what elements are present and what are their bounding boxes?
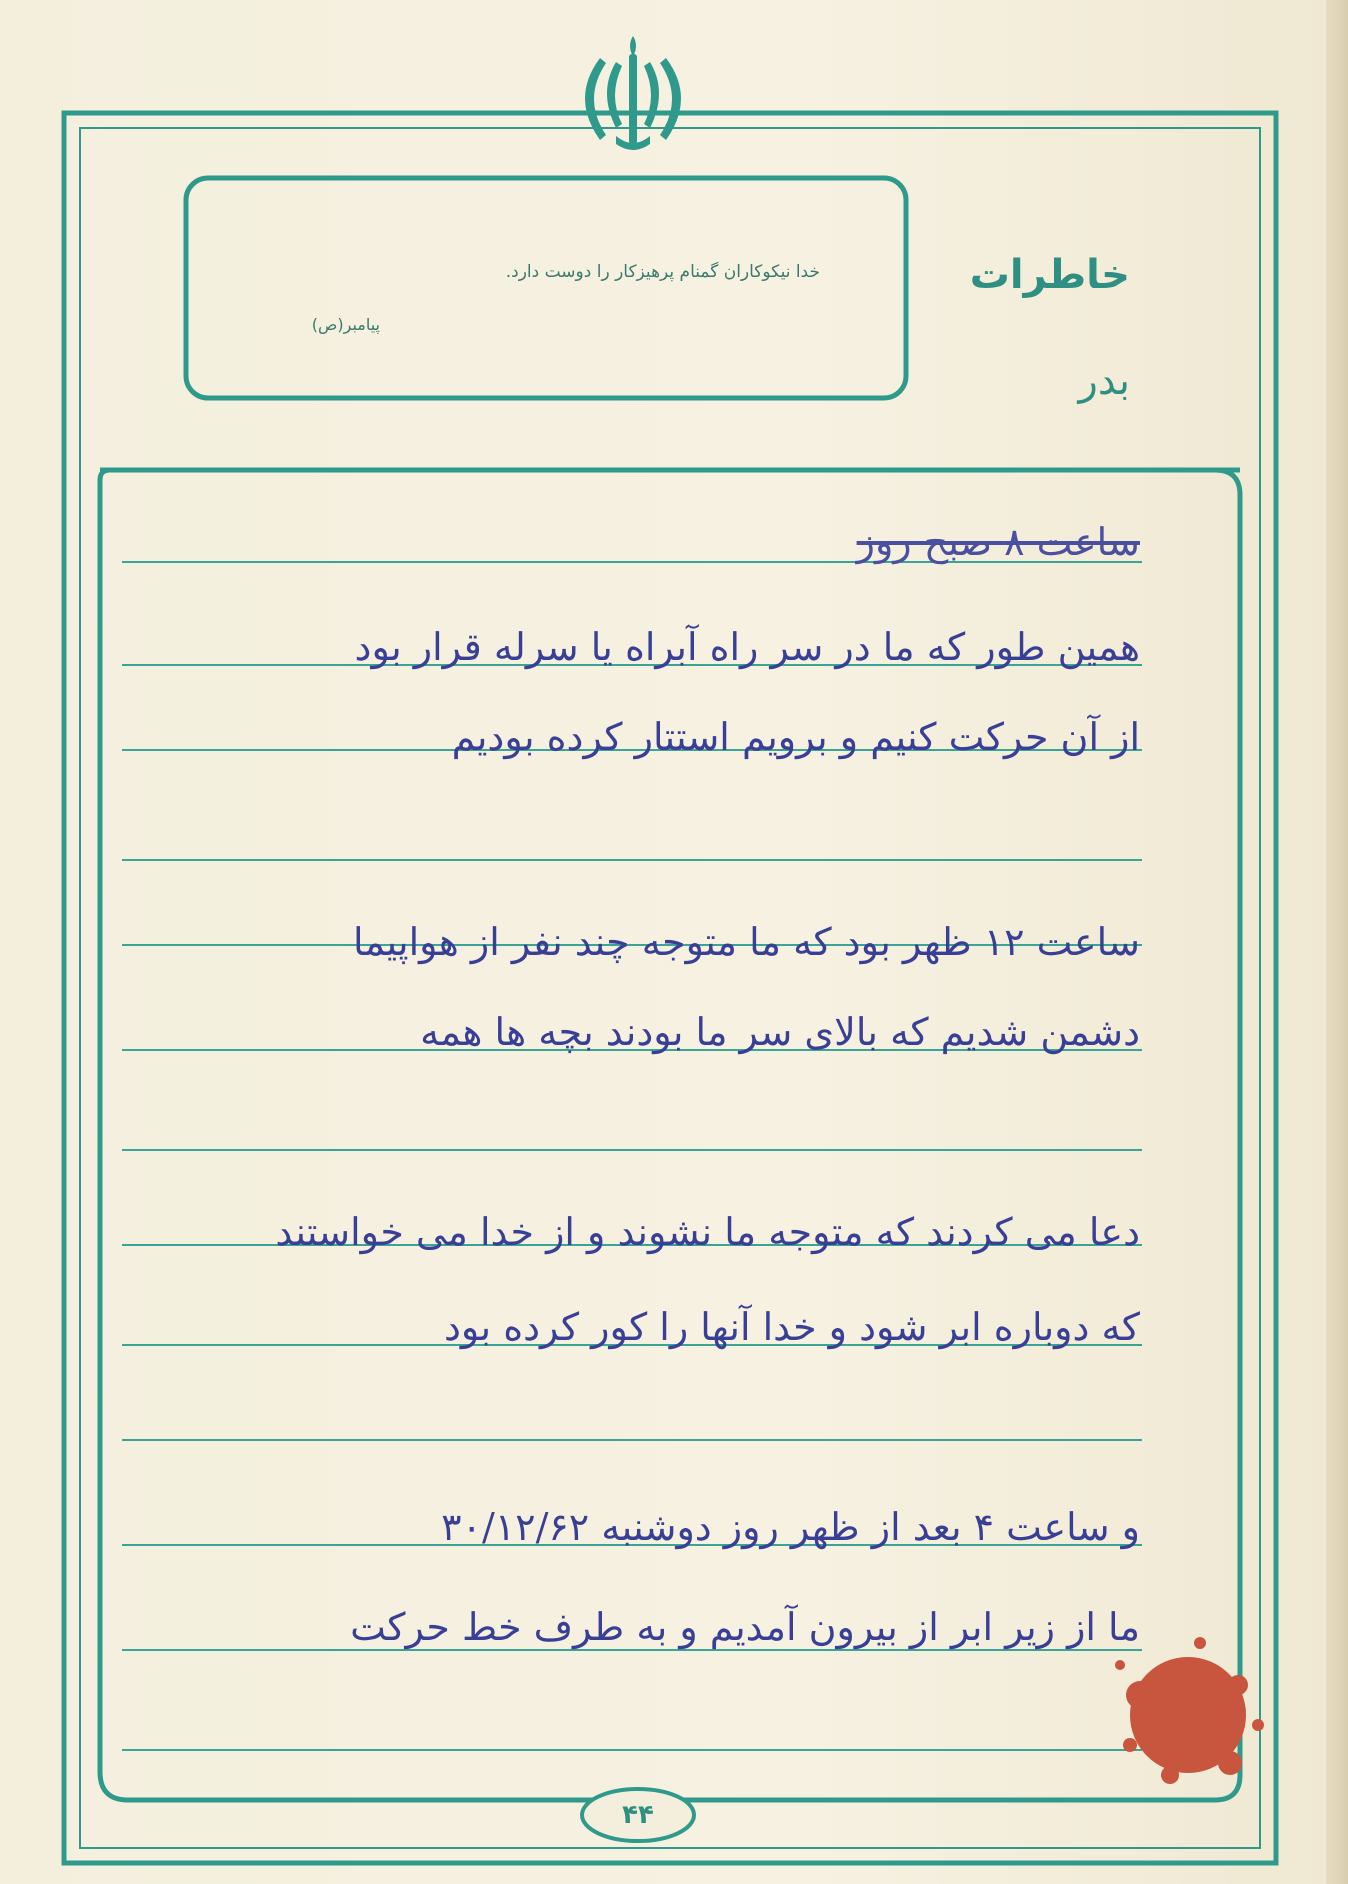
quote-source: پیامبر(ص) bbox=[311, 315, 380, 334]
emblem-icon bbox=[576, 32, 690, 158]
ink-stain bbox=[1100, 1625, 1270, 1795]
page-title: خاطرات bbox=[969, 252, 1130, 298]
crossed-heading: ساعت ۸ صبح روز bbox=[856, 520, 1140, 564]
quote-text: خدا نیکوکاران گمنام پرهیزکار را دوست دارد. bbox=[505, 262, 820, 282]
page-subtitle: بدر bbox=[1078, 358, 1130, 404]
handwritten-line: دشمن شدیم که بالای سر ما بودند بچه ها همه bbox=[420, 1010, 1140, 1054]
handwritten-line: همین طور که ما در سر راه آبراه یا سرله قرار بود bbox=[354, 625, 1140, 669]
handwritten-line: و ساعت ۴ بعد از ظهر روز دوشنبه ۳۰/۱۲/۶۲ bbox=[441, 1505, 1140, 1549]
handwritten-line: ساعت ۱۲ ظهر بود که ما متوجه چند نفر از هواپیما bbox=[353, 920, 1140, 964]
page-number: ۴۴ bbox=[622, 1800, 654, 1830]
handwritten-line: ما از زیر ابر از بیرون آمدیم و به طرف خط حرکت bbox=[350, 1605, 1140, 1649]
handwritten-line: دعا می کردند که متوجه ما نشوند و از خدا می خواستند bbox=[275, 1210, 1140, 1254]
handwritten-line: که دوباره ابر شود و خدا آنها را کور کرده بود bbox=[443, 1305, 1140, 1349]
handwritten-line: از آن حرکت کنیم و برویم استتار کرده بودیم bbox=[451, 715, 1140, 759]
